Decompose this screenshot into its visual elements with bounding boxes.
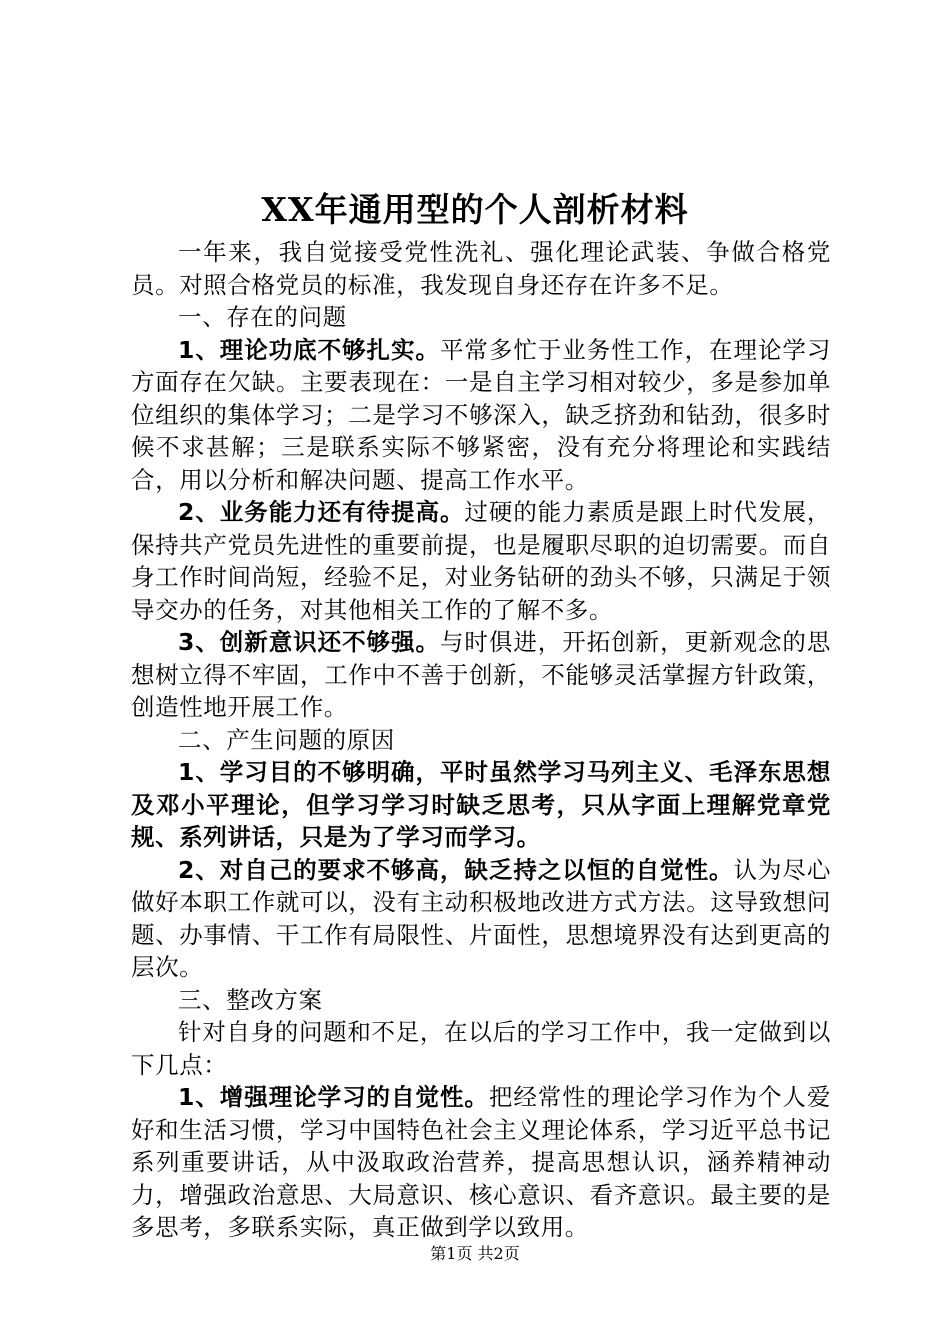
cause-item-1-lead: 1、学习目的不够明确，平时虽然学习马列主义、毛泽东思想及邓小平理论，但学习学习时缺乏思考，只从字面上理解党章党规、系列讲话，只是为了学习而学习。 [131,758,831,851]
document-body [131,236,831,1244]
problem-item-3-text: 与时俱进，开拓创新，更新观念的思想树立得不牢固，工作中不善于创新，不能够灵活掌握方针政策，创造性地开展工作。 [131,628,831,721]
problem-item-1-lead: 1、理论功底不够扎实。 [178,335,440,364]
problem-item-1 [131,334,831,497]
problem-item-1-text: 平常多忙于业务性工作，在理论学习方面存在欠缺。主要表现在：一是自主学习相对较少，多是参加单位组织的集体学习；二是学习不够深入，缺乏挤劲和钻劲，很多时候不求甚解；三是联系实际不够紧密，没有充分将理论和实践结合，用以分析和解决问题、提高工作水平。 [131,335,831,494]
page-footer: 第1页 共2页 [430,1244,520,1263]
page-title: XX年通用型的个人剖析材料 [261,190,689,229]
section-heading-plan: 三、整改方案 [178,985,323,1014]
problem-item-3-lead: 3、创新意识还不够强。 [178,628,440,656]
problem-item-2-lead: 2、业务能力还有待提高。 [178,498,465,526]
cause-item-2 [131,854,831,984]
plan-item-1 [131,1081,831,1244]
section-heading-causes: 二、产生问题的原因 [178,725,395,754]
cause-item-1 [131,756,831,854]
plan-intro: 针对自身的问题和不足，在以后的学习工作中，我一定做到以下几点： [131,1018,831,1079]
plan-item-1-lead: 1、增强理论学习的自觉性。 [178,1083,489,1111]
cause-item-2-lead: 2、对自己的要求不够高，缺乏持之以恒的自觉性。 [178,855,734,884]
problem-item-2-text: 过硬的能力素质是跟上时代发展，保持共产党员先进性的重要前提，也是履职尽职的迫切需要。而自身工作时间尚短，经验不足，对业务钻研的劲头不够，只满足于领导交办的任务，对其他相关工作的了解不多。 [131,498,832,624]
problem-item-3 [131,626,831,724]
section-heading-problems: 一、存在的问题 [178,303,347,331]
cause-item-2-text: 认为尽心做好本职工作就可以，没有主动积极地改进方式方法。这导致想问题、办事情、干工作有局限性、片面性，思想境界没有达到更高的层次。 [131,855,831,981]
problem-item-2 [131,496,831,626]
intro-paragraph: 一年来，我自觉接受党性洗礼、强化理论武装、争做合格党员。对照合格党员的标准，我发现自身还存在许多不足。 [131,238,831,299]
plan-item-1-text: 把经常性的理论学习作为个人爱好和生活习惯，学习中国特色社会主义理论体系，学习近平总书记系列重要讲话，从中汲取政治营养，提高思想认识，涵养精神动力，增强政治意思、大局意识、核心意识、看齐意识。最主要的是多思考，多联系实际，真正做到学以致用。 [131,1083,831,1241]
